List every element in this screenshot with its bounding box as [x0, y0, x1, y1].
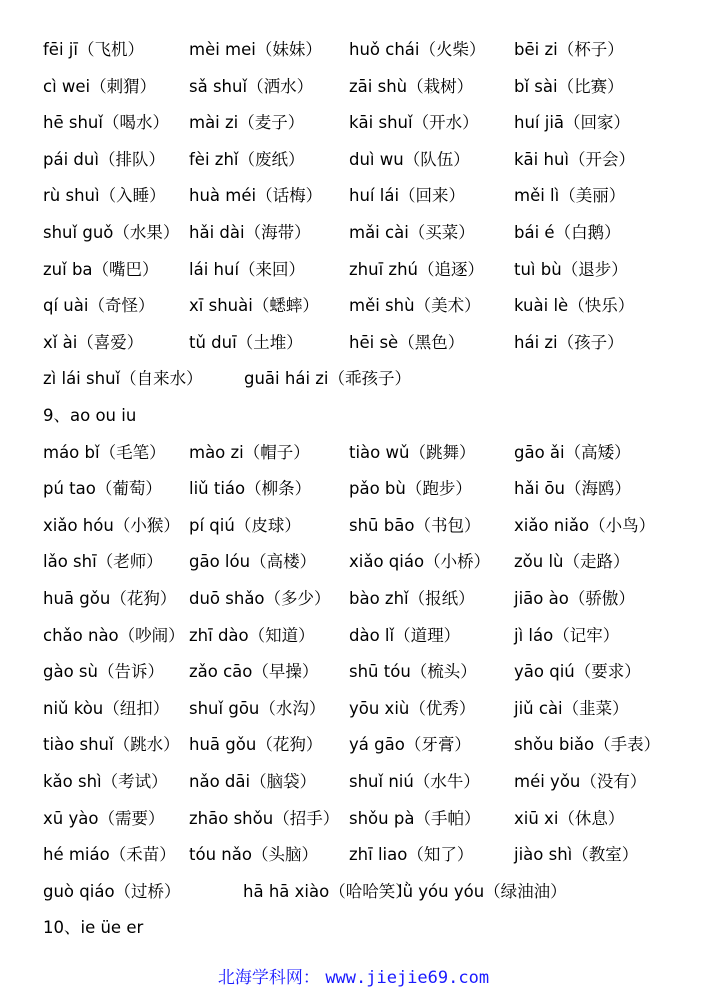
hanzi: （海带） [244, 223, 311, 242]
hanzi: （哈哈笑） [329, 881, 412, 901]
pinyin: liǔ tiáo [189, 479, 246, 499]
hanzi: （吵闹） [118, 625, 185, 645]
word-row [43, 471, 693, 507]
pinyin: duō shǎo [189, 589, 265, 608]
hanzi: （土堆） [236, 332, 303, 352]
vocab-item [43, 178, 166, 214]
word-row [43, 837, 693, 873]
hanzi: （休息） [558, 808, 625, 828]
vocab-item [514, 32, 624, 68]
hanzi: （多少） [264, 589, 331, 608]
hanzi: （柳条） [245, 479, 312, 499]
hanzi: （废纸） [238, 149, 305, 169]
vocab-item [189, 544, 316, 580]
vocab-item [514, 618, 619, 654]
vocab-item [189, 142, 305, 178]
pinyin: hē shuǐ [43, 113, 103, 133]
hanzi: （栽树） [407, 76, 474, 96]
vocab-item [349, 764, 480, 800]
hanzi: （跳水） [113, 735, 180, 755]
hanzi: （需要） [98, 808, 165, 828]
vocab-item [189, 69, 313, 105]
vocab-item [189, 764, 316, 800]
pinyin: hé miáo [43, 845, 110, 865]
hanzi: （开水） [412, 113, 479, 133]
hanzi: （孩子） [557, 332, 624, 352]
vocab-item [43, 215, 179, 251]
vocab-item [349, 471, 472, 507]
vocab-item [349, 508, 480, 544]
vocab-item [398, 874, 567, 910]
word-row [43, 801, 693, 837]
hanzi: （回家） [564, 113, 631, 133]
pinyin: bǐ sài [514, 76, 558, 96]
pinyin: pí qiú [189, 515, 235, 535]
pinyin: méi yǒu [514, 772, 581, 791]
pinyin: huí jiā [514, 113, 565, 133]
pinyin: jiāo ào [514, 589, 569, 608]
hanzi: （小猴） [113, 515, 180, 535]
vocab-item [189, 252, 305, 288]
hanzi: （水牛） [413, 772, 480, 791]
vocab-item [189, 32, 322, 68]
hanzi: （跑步） [405, 479, 472, 499]
vocab-item [43, 874, 181, 910]
pinyin: fèi zhǐ [189, 149, 239, 169]
vocab-item [43, 288, 154, 324]
hanzi: （小鸟） [589, 515, 656, 535]
vocab-item [43, 32, 144, 68]
hanzi: （追逐） [417, 259, 484, 279]
hanzi: （退步） [561, 259, 628, 279]
hanzi: （头脑） [251, 845, 318, 865]
vocab-item [189, 654, 318, 690]
vocab-item [514, 178, 625, 214]
hanzi: （骄傲） [568, 589, 635, 608]
vocab-item [349, 69, 473, 105]
pinyin: huí lái [349, 186, 400, 206]
pinyin: guāi hái zi [244, 369, 329, 389]
pinyin: zì lái shuǐ [43, 369, 121, 389]
pinyin: yōu xiù [349, 698, 410, 718]
pinyin: zuǐ ba [43, 259, 93, 279]
pinyin: zhāo shǒu [189, 808, 274, 828]
vocab-item [244, 361, 411, 397]
hanzi: （黑色） [398, 332, 465, 352]
word-row [43, 654, 693, 690]
vocab-item [514, 69, 624, 105]
pinyin: shū tóu [349, 662, 411, 682]
vocab-item [243, 874, 412, 910]
pinyin: lái huí [189, 259, 240, 279]
vocab-item [43, 142, 165, 178]
pinyin: qí uài [43, 296, 89, 316]
vocab-item [514, 727, 660, 763]
vocab-item [514, 508, 655, 544]
pinyin: shǒu pà [349, 808, 415, 828]
hanzi: （道理） [394, 625, 461, 645]
hanzi: （高楼） [250, 552, 317, 572]
footer-watermark[interactable] [0, 960, 707, 996]
vocab-item [43, 544, 163, 580]
pinyin: xī shuài [189, 296, 253, 316]
vocab-item [189, 508, 301, 544]
hanzi: （考试） [101, 772, 168, 791]
hanzi: （蟋蟀） [252, 296, 319, 316]
pinyin: shuǐ gōu [189, 698, 260, 718]
hanzi: （开会） [569, 149, 635, 169]
vocab-item [514, 544, 630, 580]
pinyin: mǎi cài [349, 223, 409, 242]
hanzi: （回来） [399, 186, 466, 206]
pinyin: duì wu [349, 149, 404, 169]
pinyin: huǒ chái [349, 40, 420, 59]
hanzi: （水沟） [259, 698, 326, 718]
pinyin: lǜ yóu yóu [398, 881, 485, 901]
vocab-item [43, 508, 180, 544]
hanzi: （纽扣） [103, 698, 170, 718]
vocab-item [514, 654, 641, 690]
word-row [43, 874, 693, 910]
hanzi: （韭菜） [562, 698, 629, 718]
vocab-item [349, 215, 475, 251]
word-row [43, 288, 693, 324]
pinyin: xiǎo qiáo [349, 552, 425, 572]
word-row [43, 325, 693, 361]
pinyin: huā gǒu [43, 589, 111, 608]
pinyin: kāi shuǐ [349, 113, 413, 133]
pinyin: zhī dào [189, 625, 249, 645]
hanzi: （小桥） [424, 552, 491, 572]
footer-url[interactable]: www.jiejie69.com [325, 968, 490, 988]
pinyin: yá gāo [349, 735, 405, 755]
hanzi: （洒水） [247, 76, 314, 96]
hanzi: （杯子） [557, 40, 624, 59]
hanzi: （梳头） [410, 662, 477, 682]
pinyin: zhī liao [349, 845, 408, 865]
hanzi: （知了） [407, 845, 474, 865]
hanzi: （妹妹） [255, 40, 322, 59]
vocab-item [349, 105, 479, 141]
vocab-item [189, 178, 322, 214]
vocab-item [189, 581, 331, 617]
pinyin: jiǔ cài [514, 698, 563, 718]
hanzi: （跳舞） [409, 442, 476, 462]
hanzi: （比赛） [557, 76, 624, 96]
vocab-item [514, 764, 646, 800]
pinyin: mào zi [189, 442, 244, 462]
vocab-item [189, 105, 304, 141]
hanzi: （手帕） [414, 808, 481, 828]
vocab-item [43, 764, 168, 800]
pinyin: kǎo shì [43, 772, 102, 791]
hanzi: （手表） [594, 735, 661, 755]
pinyin: gào sù [43, 662, 98, 682]
pinyin: guò qiáo [43, 881, 115, 901]
pinyin: shuǐ guǒ [43, 223, 114, 242]
vocab-item [349, 288, 481, 324]
pinyin: pú tao [43, 479, 96, 499]
hanzi: （教室） [572, 845, 639, 865]
word-row [43, 252, 693, 288]
pinyin: zāi shù [349, 76, 408, 96]
pinyin: tóu nǎo [189, 845, 252, 865]
hanzi: （老师） [96, 552, 163, 572]
word-row [43, 435, 693, 471]
hanzi: （飞机） [77, 40, 144, 59]
vocab-item [43, 471, 162, 507]
pinyin: tuì bù [514, 259, 562, 279]
hanzi: （知道） [248, 625, 315, 645]
hanzi: （报纸） [408, 589, 475, 608]
vocab-item [349, 435, 475, 471]
vocab-item [514, 252, 628, 288]
hanzi: （牙膏） [404, 735, 471, 755]
pinyin: tǔ duī [189, 332, 237, 352]
pinyin: chǎo nào [43, 625, 119, 645]
vocab-item [43, 105, 169, 141]
word-row [43, 105, 693, 141]
hanzi: （优秀） [409, 698, 476, 718]
hanzi: （麦子） [238, 113, 305, 133]
pinyin: huà méi [189, 186, 257, 206]
pinyin: kāi huì [514, 149, 569, 169]
hanzi: （记牢） [553, 625, 620, 645]
word-row [43, 178, 693, 214]
vocab-item [514, 691, 629, 727]
pinyin: zǎo cāo [189, 662, 253, 682]
vocab-item [349, 801, 480, 837]
word-row [43, 618, 693, 654]
pinyin: hái zi [514, 332, 558, 352]
hanzi: （入睡） [99, 186, 166, 206]
vocab-item [514, 801, 624, 837]
vocab-item [43, 581, 176, 617]
hanzi: （脑袋） [250, 772, 317, 791]
hanzi: （海鸥） [564, 479, 631, 499]
pinyin: pǎo bù [349, 479, 406, 499]
hanzi: （喜爱） [77, 332, 144, 352]
hanzi: （话梅） [256, 186, 323, 206]
word-row [43, 727, 693, 763]
pinyin: bào zhǐ [349, 589, 409, 608]
word-row [43, 69, 693, 105]
pinyin: xiū xi [514, 808, 559, 828]
pinyin: yāo qiú [514, 662, 575, 682]
word-row [43, 361, 693, 397]
section-heading: 10、ie üe er [43, 918, 144, 938]
hanzi: （绿油油） [484, 881, 567, 901]
vocab-item [349, 618, 460, 654]
footer-label: 北海学科网： [217, 968, 320, 988]
vocab-item [349, 654, 477, 690]
pinyin: fēi jī [43, 40, 78, 59]
vocab-item [189, 727, 322, 763]
hanzi: （喝水） [102, 113, 169, 133]
pinyin: bái é [514, 223, 555, 242]
pinyin: jiào shì [514, 845, 573, 865]
hanzi: （毛笔） [99, 442, 166, 462]
pinyin: měi lì [514, 186, 560, 206]
word-row [43, 581, 693, 617]
section-heading: 9、ao ou iu [43, 406, 137, 425]
hanzi: （美术） [414, 296, 481, 316]
pinyin: pái duì [43, 149, 99, 169]
hanzi: （白鹅） [554, 223, 621, 242]
pinyin: niǔ kòu [43, 698, 104, 718]
hanzi: （皮球） [234, 515, 301, 535]
hanzi: （没有） [580, 772, 647, 791]
vocab-item [349, 691, 475, 727]
hanzi: （葡萄） [95, 479, 162, 499]
hanzi: （过桥） [114, 881, 181, 901]
pinyin: nǎo dāi [189, 772, 251, 791]
vocab-item [514, 837, 638, 873]
pinyin: lǎo shī [43, 552, 97, 572]
vocab-item [514, 435, 631, 471]
vocab-item [349, 837, 473, 873]
hanzi: （美丽） [559, 186, 626, 206]
hanzi: （花狗） [110, 589, 177, 608]
vocab-item [189, 288, 319, 324]
vocab-item [43, 801, 164, 837]
vocab-item [349, 727, 471, 763]
vocab-item [189, 325, 303, 361]
pinyin: bēi zi [514, 40, 558, 59]
hanzi: （早操） [252, 662, 319, 682]
vocab-item [189, 691, 325, 727]
pinyin: tiào wǔ [349, 442, 410, 462]
hanzi: （买菜） [408, 223, 475, 242]
vocab-item [349, 142, 470, 178]
vocab-item [349, 325, 464, 361]
vocab-item [514, 471, 631, 507]
vocab-item [43, 837, 176, 873]
hanzi: （火柴） [419, 40, 486, 59]
hanzi: （快乐） [568, 296, 635, 316]
vocab-item [43, 618, 185, 654]
pinyin: gāo ǎi [514, 442, 565, 462]
vocab-item [514, 105, 630, 141]
pinyin: cì wei [43, 76, 91, 96]
word-row [43, 764, 693, 800]
word-row [43, 691, 693, 727]
hanzi: （帽子） [243, 442, 310, 462]
pinyin: jì láo [514, 625, 554, 645]
pinyin: xiǎo hóu [43, 515, 114, 535]
pinyin: shǒu biǎo [514, 735, 595, 755]
hanzi: （花狗） [256, 735, 323, 755]
hanzi: （来回） [239, 259, 306, 279]
hanzi: （招手） [273, 808, 340, 828]
hanzi: （禾苗） [109, 845, 176, 865]
hanzi: （刺猬） [90, 76, 157, 96]
pinyin: zǒu lù [514, 552, 564, 572]
hanzi: （队伍） [403, 149, 470, 169]
pinyin: xiǎo niǎo [514, 515, 590, 535]
hanzi: （嘴巴） [92, 259, 159, 279]
vocab-item [43, 325, 143, 361]
vocab-item [514, 288, 634, 324]
pinyin: mèi mei [189, 40, 256, 59]
word-row [43, 508, 693, 544]
vocab-item [43, 361, 203, 397]
vocab-item [514, 215, 621, 251]
hanzi: （书包） [414, 515, 481, 535]
pinyin: zhuī zhú [349, 259, 418, 279]
vocab-item [189, 618, 315, 654]
vocab-item [349, 32, 485, 68]
vocab-item [349, 544, 490, 580]
pinyin: huā gǒu [189, 735, 257, 755]
vocab-item [43, 654, 164, 690]
pinyin: hā hā xiào [243, 881, 330, 901]
pinyin: měi shù [349, 296, 415, 316]
hanzi: （水果） [113, 223, 180, 242]
vocab-item [43, 727, 180, 763]
vocab-item [43, 252, 159, 288]
word-row [43, 544, 693, 580]
pinyin: sǎ shuǐ [189, 76, 248, 96]
pinyin: hǎi ōu [514, 479, 565, 499]
hanzi: （自来水） [120, 369, 203, 389]
hanzi: （奇怪） [88, 296, 155, 316]
word-row [43, 215, 693, 251]
vocab-item [43, 69, 156, 105]
pinyin: shuǐ niú [349, 772, 414, 791]
pinyin: gāo lóu [189, 552, 251, 572]
pinyin: shū bāo [349, 515, 415, 535]
word-row [43, 142, 693, 178]
hanzi: （乖孩子） [328, 369, 412, 389]
pinyin: dào lǐ [349, 625, 395, 645]
vocab-item [514, 581, 635, 617]
vocab-item [189, 801, 339, 837]
hanzi: （告诉） [97, 662, 164, 682]
pinyin: kuài lè [514, 296, 569, 316]
vocab-item [349, 581, 475, 617]
hanzi: （排队） [98, 149, 165, 169]
vocab-item [189, 471, 311, 507]
vocab-item [349, 178, 465, 214]
pinyin: xū yào [43, 808, 99, 828]
vocab-item [514, 325, 624, 361]
vocab-item [43, 691, 169, 727]
pinyin: tiào shuǐ [43, 735, 114, 755]
pinyin: hēi sè [349, 332, 399, 352]
vocab-item [189, 215, 311, 251]
vocab-item [189, 435, 310, 471]
hanzi: （要求） [574, 662, 641, 682]
pinyin: máo bǐ [43, 442, 100, 462]
pinyin: rù shuì [43, 186, 100, 206]
pinyin: hǎi dài [189, 223, 245, 242]
pinyin: xǐ ài [43, 332, 78, 352]
pinyin: mài zi [189, 113, 239, 133]
hanzi: （走路） [563, 552, 630, 572]
vocab-item [43, 435, 166, 471]
word-row [43, 32, 693, 68]
vocab-item [349, 252, 484, 288]
hanzi: （高矮） [564, 442, 631, 462]
vocab-item [189, 837, 318, 873]
vocab-item [514, 142, 635, 178]
